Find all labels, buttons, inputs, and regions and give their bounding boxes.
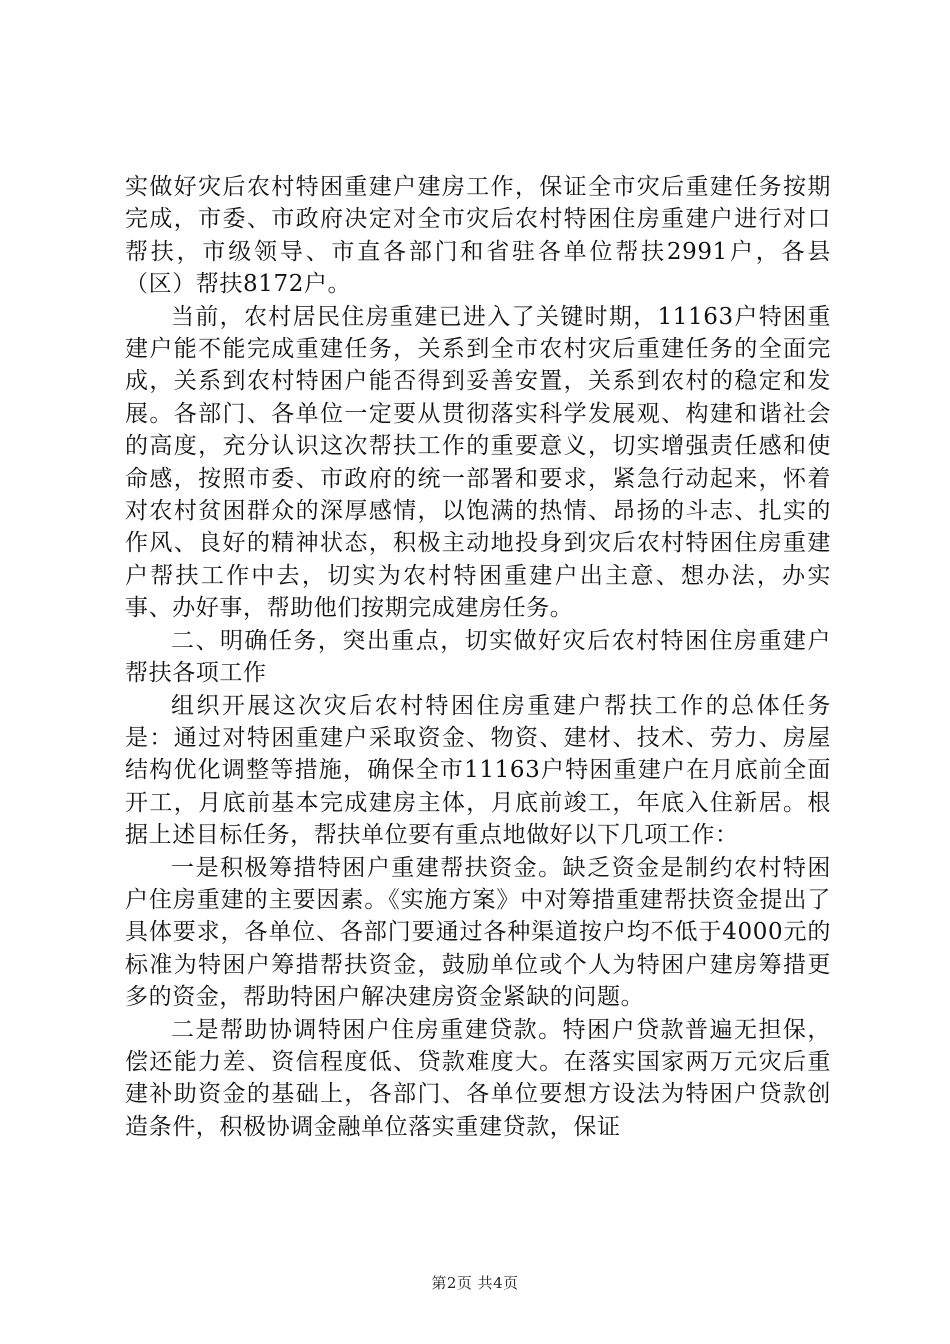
- document-body: [125, 171, 831, 1143]
- paragraph-continuation: 实做好灾后农村特困重建户建房工作，保证全市灾后重建任务按期完成，市委、市政府决定对全市灾后农村特困住房重建户进行对口帮扶，市级领导、市直各部门和省驻各单位帮扶2991户，各县（区）帮扶8172户。: [125, 174, 831, 298]
- paragraph-overall-task: 组织开展这次灾后农村特困住房重建户帮扶工作的总体任务是：通过对特困重建户采取资金、物资、建材、技术、劳力、房屋结构优化调整等措施，确保全市11163户特困重建户在月底前全面开工，月底前基本完成建房主体，月底前竣工，年底入住新居。根据上述目标任务，帮扶单位要有重点地做好以下几项工作：: [125, 692, 831, 849]
- paragraph-current-situation: 当前，农村居民住房重建已进入了关键时期，11163户特困重建户能不能完成重建任务，关系到全市农村灾后重建任务的全面完成，关系到农村特困户能否得到妥善安置，关系到农村的稳定和发展。各部门、各单位一定要从贯彻落实科学发展观、构建和谐社会的高度，充分认识这次帮扶工作的重要意义，切实增强责任感和使命感，按照市委、市政府的统一部署和要求，紧急行动起来，怀着对农村贫困群众的深厚感情，以饱满的热情、昂扬的斗志、扎实的作风、良好的精神状态，积极主动地投身到灾后农村特困住房重建户帮扶工作中去，切实为农村特困重建户出主意、想办法，办实事、办好事，帮助他们按期完成建房任务。: [125, 303, 831, 622]
- page-number-footer: 第2页 共4页: [431, 1274, 519, 1292]
- paragraph-item-two: 二是帮助协调特困户住房重建贷款。特困户贷款普遍无担保，偿还能力差、资信程度低、贷款难度大。在落实国家两万元灾后重建补助资金的基础上，各部门、各单位要想方设法为特困户贷款创造条件，积极协调金融单位落实重建贷款，保证: [125, 1016, 831, 1140]
- paragraph-item-one: 一是积极筹措特困户重建帮扶资金。缺乏资金是制约农村特困户住房重建的主要因素。《实施方案》中对筹措重建帮扶资金提出了具体要求，各单位、各部门要通过各种渠道按户均不低于4000元的标准为特困户筹措帮扶资金，鼓励单位或个人为特困户建房筹措更多的资金，帮助特困户解决建房资金紧缺的问题。: [125, 854, 831, 1011]
- section-heading-two: 二、明确任务，突出重点，切实做好灾后农村特困住房重建户帮扶各项工作: [125, 627, 831, 687]
